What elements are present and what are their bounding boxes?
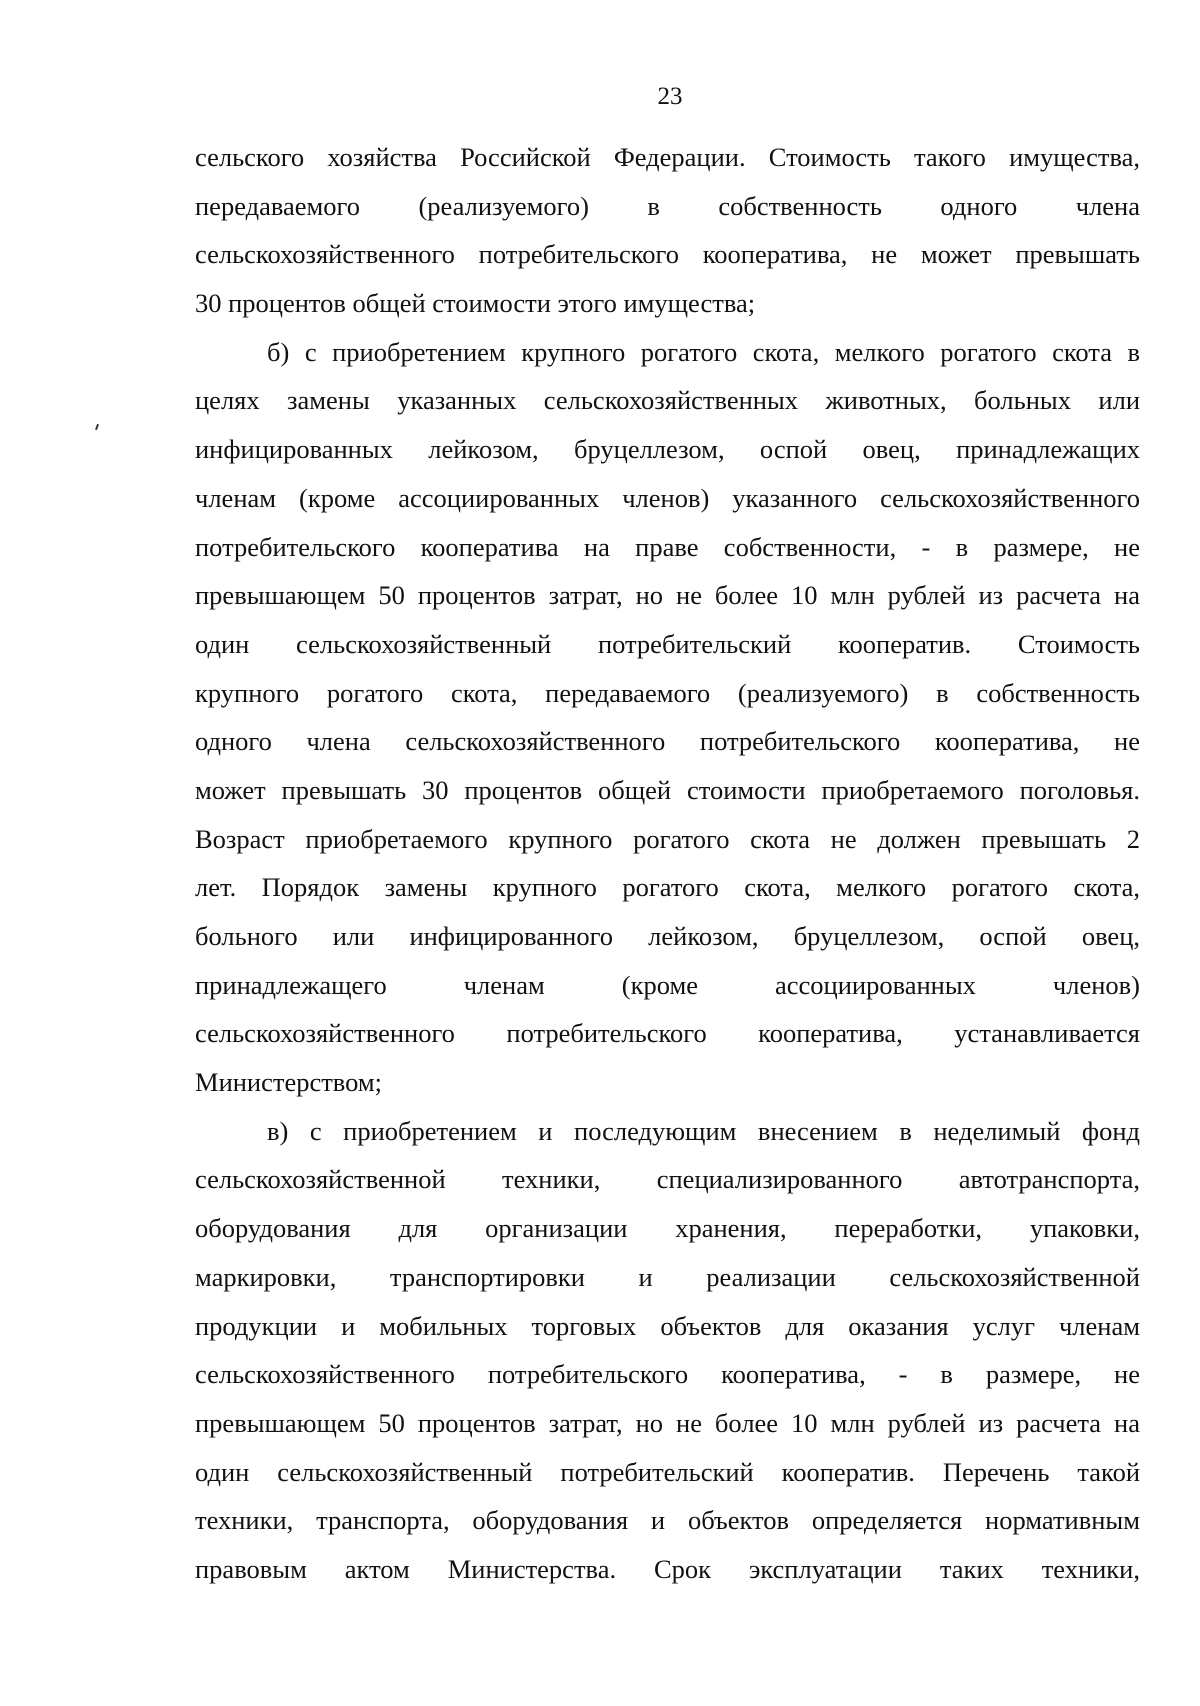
text-line: сельского хозяйства Российской Федерации. Стоимость такого имущества, <box>195 142 1140 172</box>
text-line: оборудования для организации хранения, переработки, упаковки, <box>195 1213 1140 1244</box>
paragraph-continuation <box>195 133 1140 328</box>
text-line: продукции и мобильных торговых объектов для оказания услуг членам <box>195 1310 1140 1341</box>
text-line: превышающем 50 процентов затрат, но не более 10 млн рублей из расчета на <box>195 580 1140 611</box>
text-line: б) с приобретением крупного рогатого скота, мелкого рогатого скота в <box>267 336 1140 367</box>
text-line: сельскохозяйственного потребительского кооператива, устанавливается <box>195 1018 1140 1049</box>
text-line: передаваемого (реализуемого) в собственность одного члена <box>195 190 1140 221</box>
text-line: в) с приобретением и последующим внесением в неделимый фонд <box>267 1115 1140 1146</box>
text-line: потребительского кооператива на праве собственности, - в размере, не <box>195 531 1140 562</box>
text-line: сельскохозяйственного потребительского кооператива, не может превышать <box>195 239 1140 270</box>
text-line: может превышать 30 процентов общей стоимости приобретаемого поголовья. <box>195 774 1140 805</box>
paragraph-v <box>195 1107 1140 1594</box>
page-number: 23 <box>657 83 683 110</box>
text-line: крупного рогатого скота, передаваемого (реализуемого) в собственность <box>195 677 1140 708</box>
text-line: сельскохозяйственного потребительского кооператива, - в размере, не <box>195 1359 1140 1390</box>
stray-scan-mark <box>95 424 99 430</box>
text-line: лет. Порядок замены крупного рогатого скота, мелкого рогатого скота, <box>195 872 1140 903</box>
text-line: Возраст приобретаемого крупного рогатого скота не должен превышать 2 <box>195 823 1140 854</box>
paragraph-b <box>195 328 1140 1107</box>
text-line: сельскохозяйственной техники, специализированного автотранспорта, <box>195 1164 1140 1195</box>
text-line: больного или инфицированного лейкозом, бруцеллезом, оспой овец, <box>195 921 1140 951</box>
text-line: принадлежащего членам (кроме ассоциированных членов) <box>195 969 1140 1000</box>
text-line: один сельскохозяйственный потребительский кооператив. Перечень такой <box>195 1456 1140 1487</box>
text-line: целях замены указанных сельскохозяйственных животных, больных или <box>195 385 1140 416</box>
text-line: Министерством; <box>195 1067 383 1098</box>
text-line: 30 процентов общей стоимости этого имущества; <box>195 288 756 319</box>
text-line: правовым актом Министерства. Срок эксплуатации таких техники, <box>195 1553 1140 1584</box>
text-line: членам (кроме ассоциированных членов) указанного сельскохозяйственного <box>195 482 1140 513</box>
text-line: один сельскохозяйственный потребительский кооператив. Стоимость <box>195 628 1140 659</box>
text-line: одного члена сельскохозяйственного потребительского кооператива, не <box>195 726 1140 757</box>
text-line: инфицированных лейкозом, бруцеллезом, оспой овец, принадлежащих <box>195 434 1140 465</box>
text-line: превышающем 50 процентов затрат, но не более 10 млн рублей из расчета на <box>195 1407 1140 1438</box>
text-line: техники, транспорта, оборудования и объектов определяется нормативным <box>195 1505 1140 1536</box>
document-body <box>195 133 1140 1594</box>
text-line: маркировки, транспортировки и реализации сельскохозяйственной <box>195 1261 1140 1292</box>
